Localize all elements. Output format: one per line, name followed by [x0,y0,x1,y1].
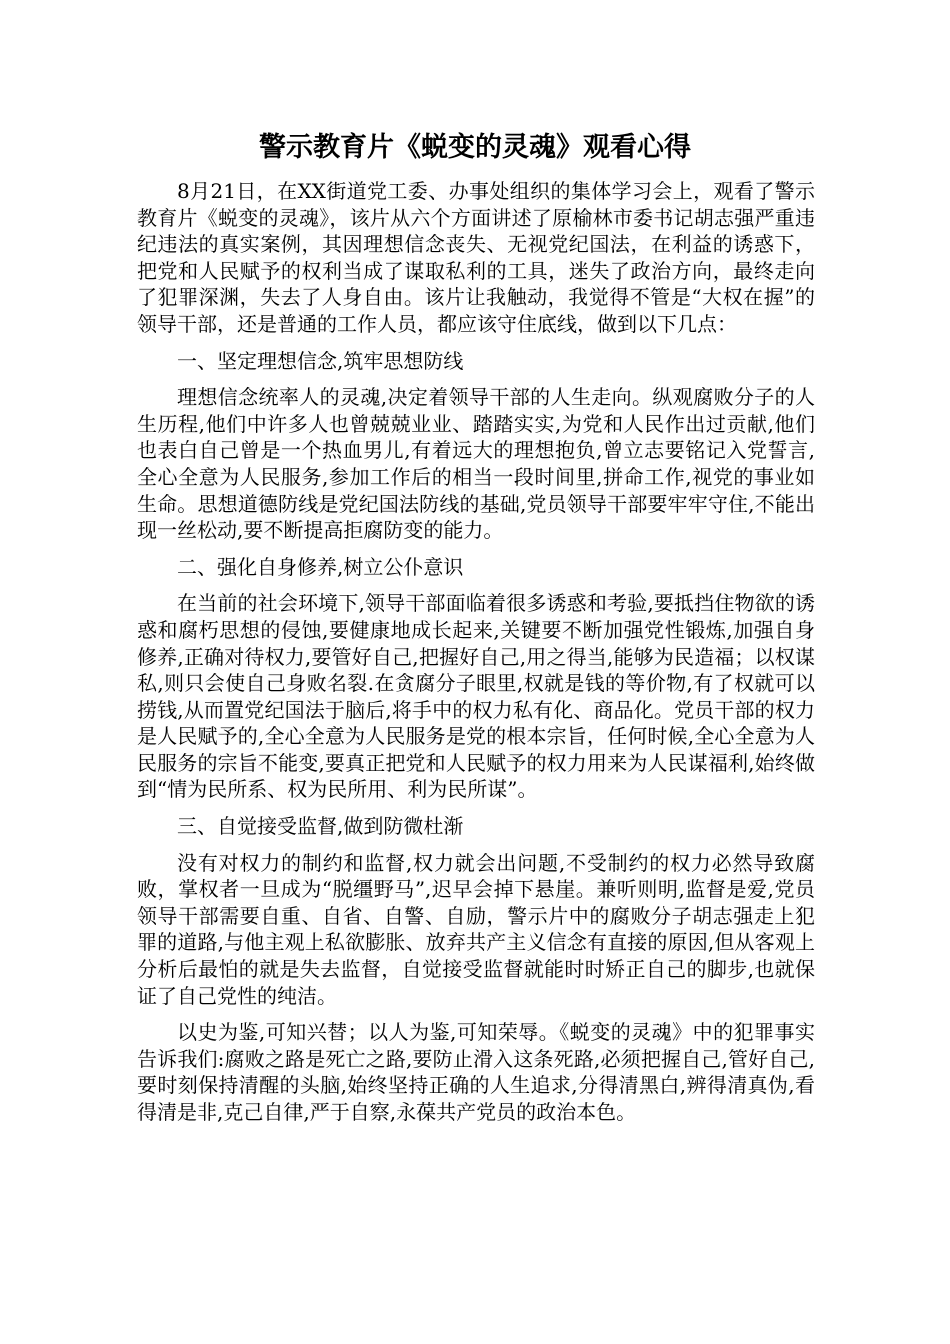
conclusion-paragraph: 以史为鉴,可知兴替；以人为鉴,可知荣辱。《蜕变的灵魂》中的犯罪事实告诉我们:腐败之路是死亡之路,要防止滑入这条死路,必须把握自己,管好自己,要时刻保持清醒的头脑,始终坚持正确的人生追求,分得清黑白,辨得清真伪,看得清是非,克己自律,严于自察,永葆共产党员的政治本色。 [137,1020,815,1124]
section-paragraph-3: 没有对权力的制约和监督,权力就会出问题,不受制约的权力必然导致腐败，掌权者一旦成为“脱缰野马”,迟早会掉下悬崖。兼听则明,监督是爱,党员领导干部需要自重、自省、自警、自励，警示片中的腐败分子胡志强走上犯罪的道路,与他主观上私欲膨胀、放弃共产主义信念有直接的原因,但从客观上分析后最怕的就是失去监督，自觉接受监督就能时时矫正自己的脚步,也就保证了自己党性的纯洁。 [137,850,815,1008]
document-title: 警示教育片《蜕变的灵魂》观看心得 [259,132,691,163]
section-heading-3: 三、自觉接受监督,做到防微杜渐 [177,814,464,839]
section-paragraph-2: 在当前的社会环境下,领导干部面临着很多诱惑和考验,要抵挡住物欲的诱惑和腐朽思想的侵蚀,要健康地成长起来,关键要不断加强党性锻炼,加强自身修养,正确对待权力,要管好自己,把握好自己,用之得当,能够为民造福；以权谋私,则只会使自己身败名裂.在贪腐分子眼里,权就是钱的等价物,有了权就可以捞钱,从而置党纪国法于脑后,将手中的权力私有化、商品化。党员干部的权力是人民赋予的,全心全意为人民服务是党的根本宗旨，任何时候,全心全意为人民服务的宗旨不能变,要真正把党和人民赋予的权力用来为人民谋福利,始终做到“情为民所系、权为民所用、利为民所谋”。 [137,591,815,802]
section-paragraph-1: 理想信念统率人的灵魂,决定着领导干部的人生走向。纵观腐败分子的人生历程,他们中许多人也曾兢兢业业、踏踏实实,为党和人民作出过贡献,他们也表白自己曾是一个热血男儿,有着远大的理想抱负,曾立志要铭记入党誓言,全心全意为人民服务,参加工作后的相当一段时间里,拼命工作,视党的事业如生命。思想道德防线是党纪国法防线的基础,党员领导干部要牢牢守住,不能出现一丝松动,要不断提高拒腐防变的能力。 [137,385,815,543]
intro-paragraph: 8月21日，在XX街道党工委、办事处组织的集体学习会上，观看了警示教育片《蜕变的灵魂》，该片从六个方面讲述了原榆林市委书记胡志强严重违纪违法的真实案例，其因理想信念丧失、无视党纪国法，在利益的诱惑下，把党和人民赋予的权利当成了谋取私利的工具，迷失了政治方向，最终走向了犯罪深渊，失去了人身自由。该片让我触动，我觉得不管是“大权在握”的领导干部，还是普通的工作人员，都应该守住底线，做到以下几点： [137,179,815,336]
section-heading-1: 一、坚定理想信念,筑牢思想防线 [177,348,464,373]
document-body [137,178,815,1126]
section-heading-2: 二、强化自身修养,树立公仆意识 [177,554,464,579]
